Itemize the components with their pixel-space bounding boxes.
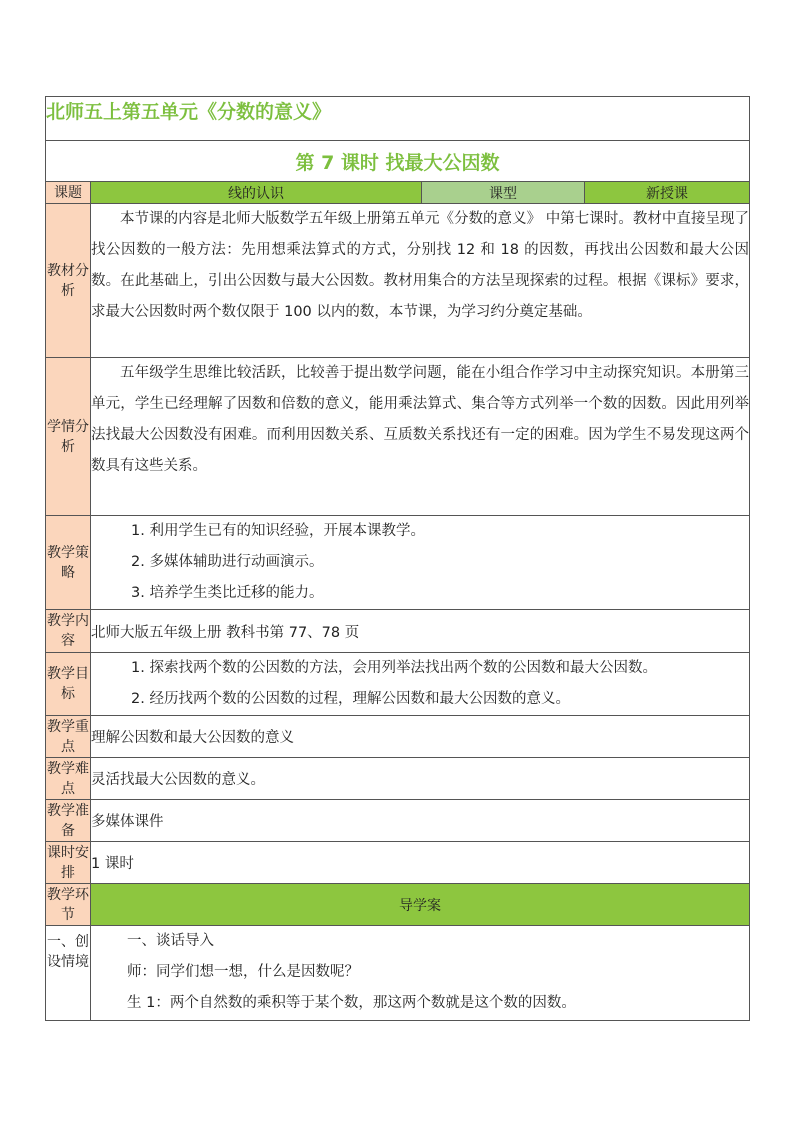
preparation-text: 多媒体课件 <box>91 800 750 842</box>
process-label: 教学环节 <box>46 884 91 926</box>
topic-label: 课题 <box>46 182 91 204</box>
strategy-item: 2. 多媒体辅助进行动画演示。 <box>131 554 324 570</box>
teaching-content-label: 教学内容 <box>46 610 91 653</box>
lesson-type-label: 课型 <box>422 182 585 204</box>
lesson-plan-table <box>45 96 750 1021</box>
topic-value: 线的认识 <box>91 182 422 204</box>
material-analysis-label: 教材分析 <box>46 204 91 358</box>
student-analysis-label: 学情分析 <box>46 358 91 516</box>
student-analysis-text: 五年级学生思维比较活跃，比较善于提出数学问题，能在小组合作学习中主动探究知识。本册第三单元，学生已经理解了因数和倍数的意义，能用乘法算式、集合等方式列举一个数的因数。因此用列举法找最大公因数没有困难。而利用因数关系、互质数关系找还有一定的困难。因为学生不易发现这两个数具有这些关系。 <box>91 358 750 516</box>
section1-line: 师：同学们想一想，什么是因数呢？ <box>127 964 359 980</box>
section1-label: 一、创设情境 <box>46 926 91 1021</box>
difficulty-text: 灵活找最大公因数的意义。 <box>91 758 750 800</box>
difficulty-label: 教学难点 <box>46 758 91 800</box>
key-point-label: 教学重点 <box>46 716 91 758</box>
section1-line: 生 1：两个自然数的乘积等于某个数，那这两个数就是这个数的因数。 <box>127 995 576 1011</box>
strategy-item: 1. 利用学生已有的知识经验，开展本课教学。 <box>131 523 425 539</box>
teaching-content-text: 北师大版五年级上册 教科书第 77、78 页 <box>91 610 750 653</box>
preparation-label: 教学准备 <box>46 800 91 842</box>
teaching-goals-list <box>91 653 750 716</box>
goal-item: 2. 经历找两个数的公因数的过程，理解公因数和最大公因数的意义。 <box>131 691 570 707</box>
goal-item: 1. 探索找两个数的公因数的方法，会用列举法找出两个数的公因数和最大公因数。 <box>131 660 657 676</box>
key-point-text: 理解公因数和最大公因数的意义 <box>91 716 750 758</box>
lesson-type-value: 新授课 <box>585 182 750 204</box>
section1-line: 一、谈话导入 <box>127 933 214 949</box>
teaching-goals-label: 教学目标 <box>46 653 91 716</box>
teaching-strategy-list <box>91 516 750 610</box>
strategy-item: 3. 培养学生类比迁移的能力。 <box>131 585 324 601</box>
material-analysis-text: 本节课的内容是北师大版数学五年级上册第五单元《分数的意义》 中第七课时。教材中直接呈现了找公因数的一般方法：先用想乘法算式的方式，分别找 12 和 18 的因数，再找出公因数和最大公因数。在此基础上，引出公因数与最大公因数。教材用集合的方法呈现探索的过程。根据《课标》要求，求最大公因数时两个数仅限于 100 以内的数，本节课，为学习约分奠定基础。 <box>91 204 750 358</box>
process-header: 导学案 <box>91 884 750 926</box>
section1-content <box>91 926 750 1021</box>
teaching-strategy-label: 教学策略 <box>46 516 91 610</box>
schedule-label: 课时安排 <box>46 842 91 884</box>
lesson-title: 第 7 课时 找最大公因数 <box>46 141 750 182</box>
schedule-text: 1 课时 <box>91 842 750 884</box>
series-title: 北师五上第五单元《分数的意义》 <box>46 97 750 141</box>
